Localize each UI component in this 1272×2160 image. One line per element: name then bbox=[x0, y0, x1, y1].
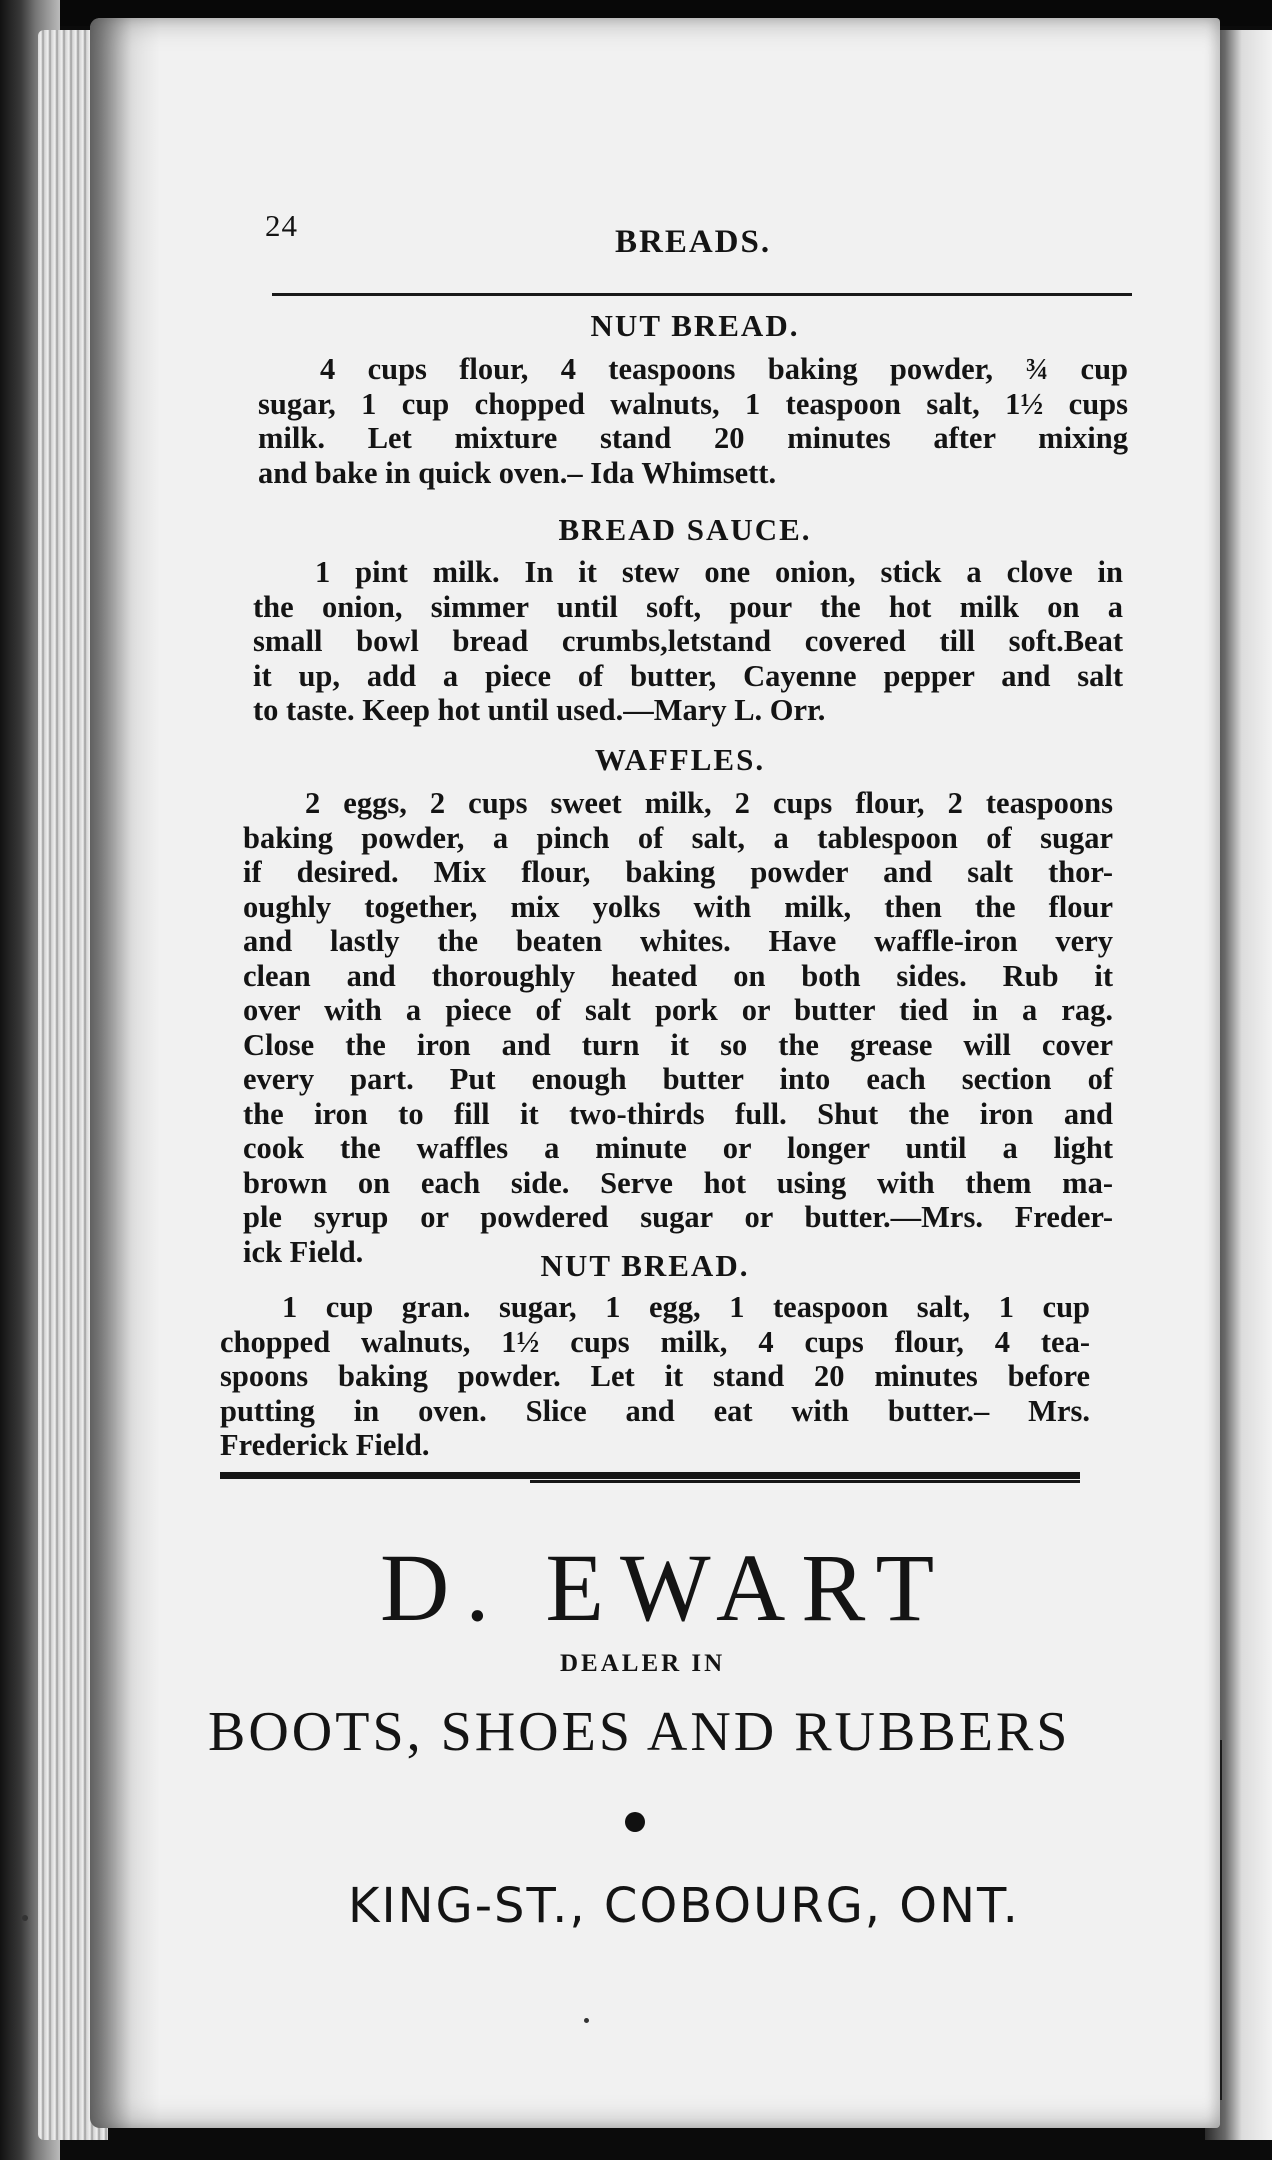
recipe-line: spoons baking powder. Let it stand 20 minutes before bbox=[220, 1359, 1090, 1393]
recipe-line: 1 cup gran. sugar, 1 egg, 1 teaspoon salt, 1 cup bbox=[282, 1290, 1090, 1324]
scan-speck bbox=[584, 2018, 589, 2023]
recipe-line: oughly together, mix yolks with milk, then the flour bbox=[243, 889, 1113, 924]
header-rule bbox=[272, 293, 1132, 296]
recipe-line: the onion, simmer until soft, pour the hot milk on a bbox=[253, 589, 1123, 624]
ad-dealer-label: DEALER IN bbox=[560, 1650, 726, 1677]
recipe-line: 4 cups flour, 4 teaspoons baking powder, ¾ cup bbox=[320, 352, 1128, 386]
bullet-ornament-icon bbox=[625, 1812, 645, 1832]
recipe-line: milk. Let mixture stand 20 minutes after mixing bbox=[258, 421, 1128, 455]
recipe-line: small bowl bread crumbs,letstand covered till soft.Beat bbox=[253, 624, 1123, 658]
page-number: 24 bbox=[265, 208, 298, 243]
recipe-line: chopped walnuts, 1½ cups milk, 4 cups flour, 4 tea- bbox=[220, 1324, 1090, 1359]
recipe-line: the iron to fill it two-thirds full. Shut the iron and bbox=[243, 1096, 1113, 1131]
ad-goods: BOOTS, SHOES AND RUBBERS bbox=[208, 1701, 1071, 1763]
ad-top-rule bbox=[220, 1472, 1080, 1479]
ad-address: KING-ST., COBOURG, ONT. bbox=[348, 1878, 1020, 1934]
spine-shadow bbox=[90, 18, 160, 2128]
recipe-title: BREAD SAUCE. bbox=[558, 512, 812, 547]
ad-top-rule-secondary bbox=[530, 1480, 1080, 1483]
recipe-line: sugar, 1 cup chopped walnuts, 1 teaspoon salt, 1½ cups bbox=[258, 386, 1128, 421]
ad-business-name: D. EWART bbox=[380, 1534, 951, 1641]
scan-speck bbox=[22, 1915, 28, 1921]
running-head: BREADS. bbox=[615, 224, 772, 260]
recipe-line: over with a piece of salt pork or butter tied in a rag. bbox=[243, 993, 1113, 1027]
recipe-line: every part. Put enough butter into each section of bbox=[243, 1062, 1113, 1096]
recipe-line: brown on each side. Serve hot using with them ma- bbox=[243, 1165, 1113, 1200]
recipe-line: if desired. Mix flour, baking powder and salt thor- bbox=[243, 855, 1113, 889]
recipe-line: Close the iron and turn it so the grease will cover bbox=[243, 1027, 1113, 1062]
recipe-line: ple syrup or powdered sugar or butter.—Mrs. Freder- bbox=[243, 1200, 1113, 1234]
recipe-line: putting in oven. Slice and eat with butter.– Mrs. bbox=[220, 1393, 1090, 1428]
recipe-body bbox=[258, 352, 1128, 490]
recipe-line: cook the waffles a minute or longer until a light bbox=[243, 1131, 1113, 1165]
recipe-line: Frederick Field. bbox=[220, 1428, 430, 1462]
recipe-line: 2 eggs, 2 cups sweet milk, 2 cups flour, 2 teaspoons bbox=[305, 786, 1113, 820]
recipe-title: WAFFLES. bbox=[594, 742, 766, 777]
recipe-line: clean and thoroughly heated on both sides. Rub it bbox=[243, 958, 1113, 993]
recipe-title: NUT BREAD. bbox=[540, 1248, 750, 1283]
recipe-body bbox=[253, 555, 1123, 728]
recipe-line: and bake in quick oven.– Ida Whimsett. bbox=[258, 455, 777, 490]
recipe-line: and lastly the beaten whites. Have waffle-iron very bbox=[243, 924, 1113, 958]
recipe-title: NUT BREAD. bbox=[590, 308, 800, 343]
recipe-line: baking powder, a pinch of salt, a tablespoon of sugar bbox=[243, 820, 1113, 855]
recipe-line: ick Field. bbox=[243, 1234, 364, 1269]
recipe-line: to taste. Keep hot until used.—Mary L. Orr. bbox=[253, 693, 826, 727]
recipe-body bbox=[243, 786, 1113, 1269]
recipe-line: it up, add a piece of butter, Cayenne pepper and salt bbox=[253, 658, 1123, 693]
recipe-body bbox=[220, 1290, 1090, 1463]
recipe-line: 1 pint milk. In it stew one onion, stick a clove in bbox=[315, 555, 1123, 589]
